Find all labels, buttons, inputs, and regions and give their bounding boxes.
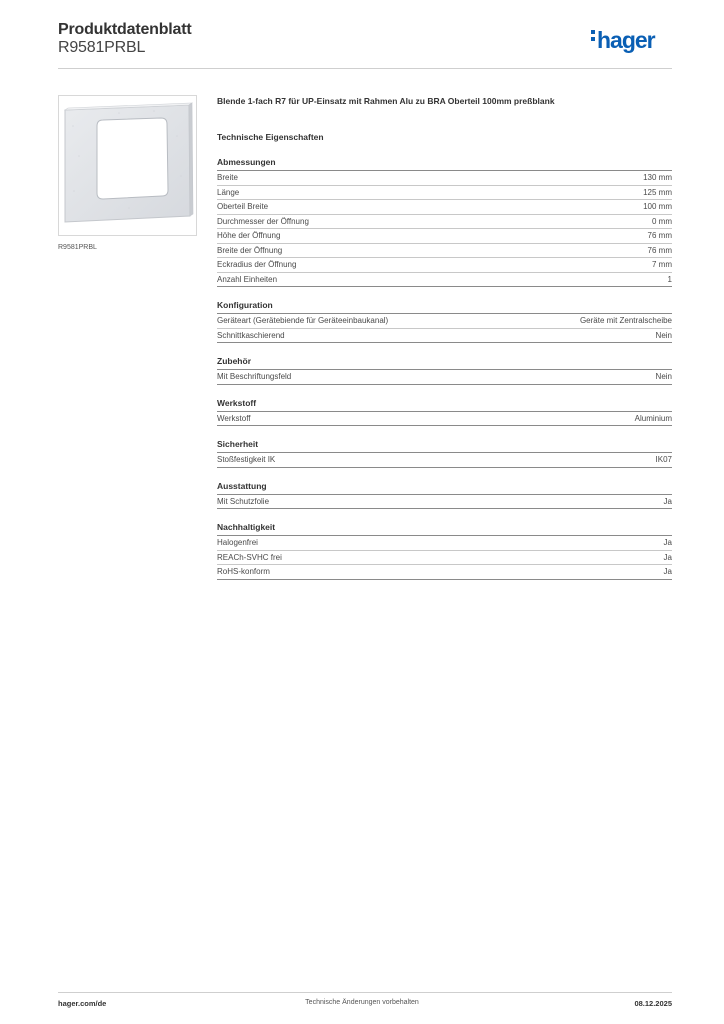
page-title: Produktdatenblatt bbox=[58, 21, 192, 38]
property-label: REACh-SVHC frei bbox=[217, 552, 282, 562]
section-konfiguration bbox=[217, 300, 672, 343]
property-row bbox=[217, 229, 672, 244]
cover-plate-icon bbox=[59, 96, 196, 235]
footer-website[interactable]: hager.com/de bbox=[58, 999, 107, 1008]
hager-logo bbox=[591, 29, 655, 52]
property-label: Halogenfrei bbox=[217, 538, 258, 547]
property-row bbox=[217, 200, 672, 215]
footer-divider bbox=[58, 992, 672, 993]
section-title: Nachhaltigkeit bbox=[217, 522, 672, 536]
footer-note: Technische Änderungen vorbehalten bbox=[305, 999, 419, 1006]
logo-dots-icon bbox=[591, 30, 595, 44]
property-row bbox=[217, 453, 672, 468]
property-value: 7 mm bbox=[652, 260, 672, 269]
section-nachhaltigkeit bbox=[217, 522, 672, 580]
property-value: IK07 bbox=[655, 455, 672, 464]
section-ausstattung bbox=[217, 481, 672, 510]
property-label: Stoßfestigkeit IK bbox=[217, 455, 276, 464]
property-label: Werkstoff bbox=[217, 413, 251, 423]
property-label: Anzahl Einheiten bbox=[217, 274, 278, 284]
property-label: Oberteil Breite bbox=[217, 202, 269, 211]
property-label: RoHS-konform bbox=[217, 567, 270, 576]
property-value: Ja bbox=[663, 552, 672, 562]
section-sicherheit bbox=[217, 439, 672, 468]
property-value: Ja bbox=[663, 538, 672, 547]
property-value: 0 mm bbox=[652, 216, 672, 226]
product-image-caption: R9581PRBL bbox=[58, 244, 97, 251]
property-value: 130 mm bbox=[643, 173, 672, 182]
section-title: Ausstattung bbox=[217, 481, 672, 495]
property-value: 76 mm bbox=[647, 245, 672, 255]
tech-properties-heading: Technische Eigenschaften bbox=[217, 132, 324, 142]
property-row bbox=[217, 244, 672, 259]
property-value: Nein bbox=[655, 330, 672, 340]
property-value: Geräte mit Zentralscheibe bbox=[579, 316, 672, 325]
property-label: Breite der Öffnung bbox=[217, 245, 283, 255]
section-title: Zubehör bbox=[217, 356, 672, 370]
property-label: Länge bbox=[217, 187, 240, 197]
property-value: 1 bbox=[667, 274, 672, 284]
property-row bbox=[217, 186, 672, 201]
property-row bbox=[217, 273, 672, 288]
property-label: Höhe der Öffnung bbox=[217, 231, 281, 240]
property-value: 125 mm bbox=[643, 187, 672, 197]
property-row bbox=[217, 215, 672, 230]
section-zubeh-r bbox=[217, 356, 672, 385]
property-row bbox=[217, 565, 672, 580]
section-title: Abmessungen bbox=[217, 157, 672, 171]
section-werkstoff bbox=[217, 398, 672, 427]
property-sections bbox=[217, 157, 672, 580]
property-value: Aluminium bbox=[634, 413, 672, 423]
property-label: Durchmesser der Öffnung bbox=[217, 216, 309, 226]
property-label: Mit Schutzfolie bbox=[217, 496, 270, 506]
section-title: Werkstoff bbox=[217, 398, 672, 412]
footer-date: 08.12.2025 bbox=[634, 999, 672, 1008]
property-row bbox=[217, 370, 672, 385]
property-value: 76 mm bbox=[647, 231, 672, 240]
property-value: 100 mm bbox=[643, 202, 672, 211]
product-image bbox=[58, 95, 197, 236]
property-label: Mit Beschriftungsfeld bbox=[217, 372, 292, 381]
property-row bbox=[217, 314, 672, 329]
property-label: Schnittkaschierend bbox=[217, 330, 285, 340]
property-row bbox=[217, 258, 672, 273]
property-row bbox=[217, 171, 672, 186]
property-label: Breite bbox=[217, 173, 238, 182]
product-number: R9581PRBL bbox=[58, 39, 146, 56]
property-row bbox=[217, 412, 672, 427]
property-value: Ja bbox=[663, 496, 672, 506]
product-details bbox=[217, 96, 672, 580]
property-label: Eckradius der Öffnung bbox=[217, 260, 297, 269]
property-row bbox=[217, 536, 672, 551]
section-title: Sicherheit bbox=[217, 439, 672, 453]
property-label: Geräteart (Gerätebiende für Geräteeinbaukanal) bbox=[217, 316, 389, 325]
section-abmessungen bbox=[217, 157, 672, 287]
product-description: Blende 1-fach R7 für UP-Einsatz mit Rahmen Alu zu BRA Oberteil 100mm preßblank bbox=[217, 96, 555, 106]
property-value: Ja bbox=[663, 567, 672, 576]
property-row bbox=[217, 329, 672, 344]
property-row bbox=[217, 495, 672, 510]
property-row bbox=[217, 551, 672, 566]
header-divider bbox=[58, 68, 672, 69]
property-value: Nein bbox=[655, 372, 672, 381]
section-title: Konfiguration bbox=[217, 300, 672, 314]
logo-text: hager bbox=[597, 27, 655, 53]
